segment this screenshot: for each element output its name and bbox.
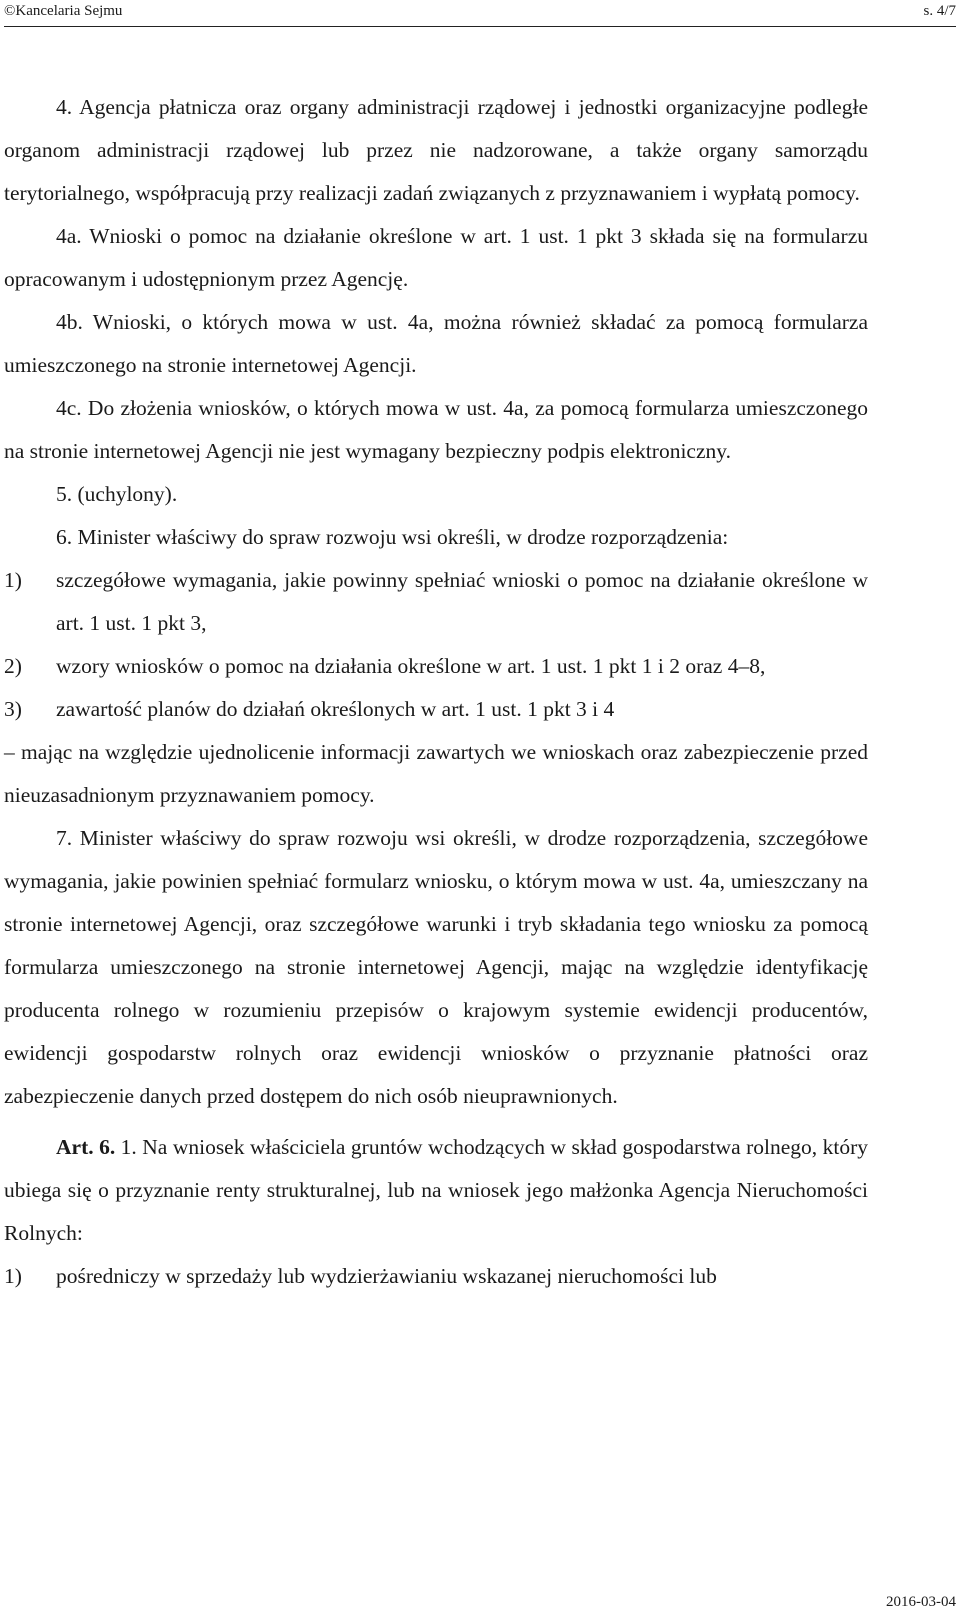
header-copyright: ©Kancelaria Sejmu xyxy=(4,3,123,19)
list-item-number: 1) xyxy=(4,1264,22,1288)
paragraph-6-closing: – mając na względzie ujednolicenie informacji zawartych we wnioskach oraz zabezpieczenie przed nieuzasadnionym przyznawaniem pomocy. xyxy=(4,740,868,807)
paragraph-4: 4. Agencja płatnicza oraz organy administracji rządowej i jednostki organizacyjne podległe organom administracji rządowej lub przez nie nadzorowane, a także organy samorządu terytorialnego, współpracują przy realizacji zadań związanych z przyznawaniem i wypłatą pomocy. xyxy=(4,95,868,205)
paragraph-4a: 4a. Wnioski o pomoc na działanie określone w art. 1 ust. 1 pkt 3 składa się na formularzu opracowanym i udostępnionym przez Agencję. xyxy=(4,224,868,291)
list-item xyxy=(4,559,868,645)
list-item xyxy=(4,688,868,731)
list-item xyxy=(4,1255,868,1298)
paragraph-6: 6. Minister właściwy do spraw rozwoju wsi określi, w drodze rozporządzenia: xyxy=(56,525,729,549)
list-item-number: 2) xyxy=(4,654,22,678)
paragraph-5: 5. (uchylony). xyxy=(56,482,178,506)
list-item-text: wzory wniosków o pomoc na działania określone w art. 1 ust. 1 pkt 1 i 2 oraz 4–8, xyxy=(56,654,766,678)
list-item-number: 3) xyxy=(4,697,22,721)
list-item-number: 1) xyxy=(4,568,22,592)
article-6 xyxy=(4,1126,868,1255)
footer-date: 2016-03-04 xyxy=(886,1594,956,1610)
article-6-heading: Art. 6. xyxy=(56,1135,116,1159)
page-header xyxy=(4,0,956,27)
header-page-number: s. 4/7 xyxy=(923,3,956,19)
paragraph-4b: 4b. Wnioski, o których mowa w ust. 4a, można również składać za pomocą formularza umieszczonego na stronie internetowej Agencji. xyxy=(4,310,868,377)
list-item xyxy=(4,645,868,688)
article-6-text: 1. Na wniosek właściciela gruntów wchodzących w skład gospodarstwa rolnego, który ubiega się o przyznanie renty strukturalnej, lub na wniosek jego małżonka Agencja Nieruchomości Rolnych: xyxy=(4,1135,868,1245)
paragraph-7: 7. Minister właściwy do spraw rozwoju wsi określi, w drodze rozporządzenia, szczegółowe wymagania, jakie powinien spełniać formularz wniosku, o którym mowa w ust. 4a, umieszczany na stronie internetowej Agencji, oraz szczegółowe warunki i tryb składania tego wniosku za pomocą formularza umieszczonego na stronie internetowej Agencji, mając na względzie identyfikację producenta rolnego w rozumieniu przepisów o krajowym systemie ewidencji producentów, ewidencji gospodarstw rolnych oraz ewidencji wniosków o przyznanie płatności oraz zabezpieczenie danych przed dostępem do nich osób nieuprawnionych. xyxy=(4,826,868,1108)
list-item-text: pośredniczy w sprzedaży lub wydzierżawianiu wskazanej nieruchomości lub xyxy=(56,1264,717,1288)
list-item-text: zawartość planów do działań określonych w art. 1 ust. 1 pkt 3 i 4 xyxy=(56,697,615,721)
document-body xyxy=(4,86,868,1298)
paragraph-4c: 4c. Do złożenia wniosków, o których mowa w ust. 4a, za pomocą formularza umieszczonego na stronie internetowej Agencji nie jest wymagany bezpieczny podpis elektroniczny. xyxy=(4,396,868,463)
list-item-text: szczegółowe wymagania, jakie powinny spełniać wnioski o pomoc na działanie określone w art. 1 ust. 1 pkt 3, xyxy=(56,568,868,635)
